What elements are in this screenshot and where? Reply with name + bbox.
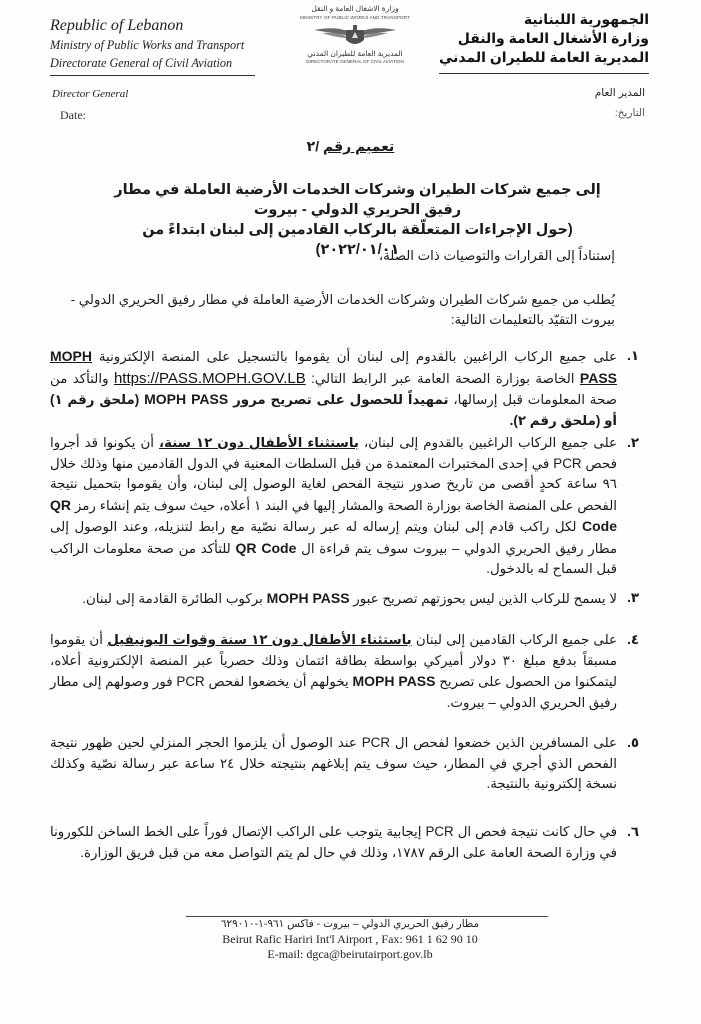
item-text: على جميع الركاب القادمين إلى لبنان <box>411 632 618 647</box>
moph-pass-label: MOPH PASS <box>352 673 436 689</box>
ministry-logo <box>290 4 420 65</box>
circular-title <box>0 138 701 155</box>
letterhead-divider-ar <box>439 73 649 74</box>
request-paragraph: يُطلب من جميع شركات الطيران وشركات الخدمات الأرضية العاملة في مطار رفيق الحريري الدولي - بيروت التقيّد بالتعليمات التالية: <box>70 292 615 327</box>
item-text: بركوب الطائرة القادمة إلى لبنان. <box>82 591 267 606</box>
item-number: ١. <box>627 348 639 363</box>
item-text: لا يسمح للركاب الذين ليس بحوزتهم تصريح عبور <box>349 591 617 606</box>
letterhead-divider <box>50 75 255 76</box>
item-number: ٦. <box>627 824 639 839</box>
country-name-ar: الجمهورية اللبنانية <box>523 11 649 27</box>
instruction-item-5 <box>50 733 639 795</box>
directorate-name-ar: المديرية العامة للطيران المدني <box>438 49 649 65</box>
director-general-ar: المدير العام <box>594 87 645 99</box>
item-number: ٥. <box>627 735 639 750</box>
country-name-en: Republic of Lebanon <box>50 17 184 34</box>
instruction-item-6 <box>50 822 639 863</box>
footer-address-ar: مطار رفيق الحريري الدولي – بيروت - فاكس ٩٦١-١-٦٢٩٠١٠ <box>220 918 480 930</box>
english-letterhead <box>50 16 255 76</box>
item-text: لكل راكب قادم إلى لبنان ويتم إرساله له عبر رسالة نصّية مع رابط لتنزيله، وعند الوصول إلى مطار رفيق الحريري الدولي – بيروت سوف يتم قراءة ال <box>50 519 618 556</box>
item-text: للتأكد من صحة معلومات الراكب قبل السماح له بالدخول. <box>50 540 617 576</box>
pcr-label: PCR <box>361 735 391 750</box>
instruction-item-2 <box>50 433 639 580</box>
moph-pass-label: MOPH PASS <box>144 391 229 407</box>
item-text: على جميع الركاب الراغبين بالقدوم إلى لبنان، <box>358 435 617 450</box>
ministry-name-ar: وزارة الأشغال العامة والنقل <box>457 30 649 46</box>
exception-text: باستثناء الأطفال دون ١٢ سنة، <box>159 435 359 450</box>
qr-code-label: QR Code <box>235 539 297 556</box>
item-number: ٤. <box>627 632 639 647</box>
date-label-ar: التاريخ: <box>614 107 645 119</box>
circular-label: تعميم رقم <box>322 138 395 154</box>
item-text: أن يقوموا مسبقاً بدفع مبلغ ٣٠ دولار أميركي بواسطة بطاقة ائتمان وذلك حصرياً عبر المنصة الإلكترونية أعلاه، ليتمكنوا من الحصول على تصريح <box>50 632 618 689</box>
director-general-en: Director General <box>52 88 129 100</box>
instruction-item-1 <box>50 346 639 431</box>
logo-directorate-ar: المديرية العامة للطيران المدني <box>307 49 403 58</box>
footer-address-en: Beirut Rafic Hariri Int'l Airport , Fax: 961 1 62 90 10 <box>222 932 478 946</box>
annex-reference: (ملحق رقم ١) أو (ملحق رقم ٢). <box>50 392 617 428</box>
item-text: عند الوصول أن يلزموا الحجر المنزلي لحين ظهور نتيجة الفحص الذي أجري في المطار، حيث سوف يتم إبلاغهم بنتيجته خلال ٢٤ ساعة عبر رسالة نصّية وكذلك نسخة إلكترونية بالنتيجة. <box>50 735 617 791</box>
date-label-en: Date: <box>60 108 86 122</box>
logo-directorate-en: DIRECTORATE GENERAL OF CIVIL AVIATION <box>306 59 404 64</box>
item-text: والتأكد من صحة المعلومات قبل إرسالها، <box>50 370 617 407</box>
instruction-item-3 <box>50 588 639 610</box>
moph-pass-label: MOPH PASS <box>50 348 617 386</box>
item-text: يخولهم أن يخضعوا لفحص <box>204 674 353 689</box>
based-on-paragraph: إستناداً إلى القرارات والتوصيات ذات الصلة، <box>378 248 615 263</box>
circular-number: /٢ <box>306 138 320 154</box>
item-text: على جميع الركاب الراغبين بالقدوم إلى لبنان أن يقوموا بالتسجيل على المنصة الإلكترونية <box>92 349 617 364</box>
footer-divider <box>186 916 548 917</box>
item-text: إيجابية يتوجب على الراكب الإتصال فوراً على الخط الساخن للكورونا في وزارة الصحة العامة على الرقم ١٧٨٧، وذلك في حال لم يتم التواصل معه من قبل فريق الوزارة. <box>50 824 617 860</box>
arabic-letterhead <box>439 10 649 74</box>
logo-ministry-ar: وزارة الاشغال العامة و النقل <box>311 4 399 13</box>
footer-email[interactable]: E-mail: dgca@beirutairport.gov.lb <box>267 947 433 961</box>
subject-line: (حول الإجراءات المتعلّقة بالركاب القادمين إلى لبنان ابتداءً من ٢٠٢٢/٠١/٠١) <box>142 222 573 258</box>
item-number: ٣. <box>627 590 639 605</box>
pcr-label: PCR <box>425 824 454 839</box>
item-text: الخاصة بوزارة الصحة العامة عبر الرابط التالي: <box>305 370 580 386</box>
item-text: في حال كانت نتيجة فحص ال <box>453 824 617 839</box>
moph-pass-link[interactable]: https://PASS.MOPH.GOV.LB <box>113 369 306 387</box>
exception-text: باستثناء الأطفال دون ١٢ سنة وقوات اليونيفيل <box>107 632 412 647</box>
aviation-wings-emblem-icon <box>312 22 398 48</box>
logo-ministry-en: MINISTRY OF PUBLIC WORKS AND TRANSPORT <box>300 15 410 20</box>
pcr-label: PCR <box>176 674 205 689</box>
item-text: في إحدى المختبرات المعتمدة من قبل السلطات المعنية في الدول القادمين منها وذلك خلال ٩٦ ساعة كحدٍ أقصى من تاريخ صدور نتيجة الفحص لغاية الوصول إلى لبنان، وأن يقوموا بتحميل نتيجة الفحص على المنصة الخاصة بوزارة الصحة والمشار إليها في البند ١ أعلاه، حيث سوف يتم إنشاء رمز <box>50 455 617 513</box>
pcr-label: PCR <box>553 455 582 471</box>
instruction-item-4 <box>50 630 639 713</box>
qr-code-label: QR Code <box>50 496 617 534</box>
moph-pass-label: MOPH PASS <box>266 590 350 606</box>
item-text: أن يكونوا قد أجروا فحص <box>50 435 617 471</box>
ministry-name-en: Ministry of Public Works and Transport <box>50 38 245 52</box>
item-number: ٢. <box>627 435 639 450</box>
item-text: فور وصولهم إلى مطار رفيق الحريري الدولي – بيروت. <box>50 674 617 710</box>
item-bold-text: تمهيداً للحصول على تصريح مرور <box>228 392 449 407</box>
item-text: على المسافرين الذين خضعوا لفحص ال <box>390 735 617 750</box>
directorate-name-en: Directorate General of Civil Aviation <box>50 56 233 70</box>
addressee-line: إلى جميع شركات الطيران وشركات الخدمات الأرضية العاملة في مطار رفيق الحريري الدولي - بيروت <box>114 182 601 218</box>
